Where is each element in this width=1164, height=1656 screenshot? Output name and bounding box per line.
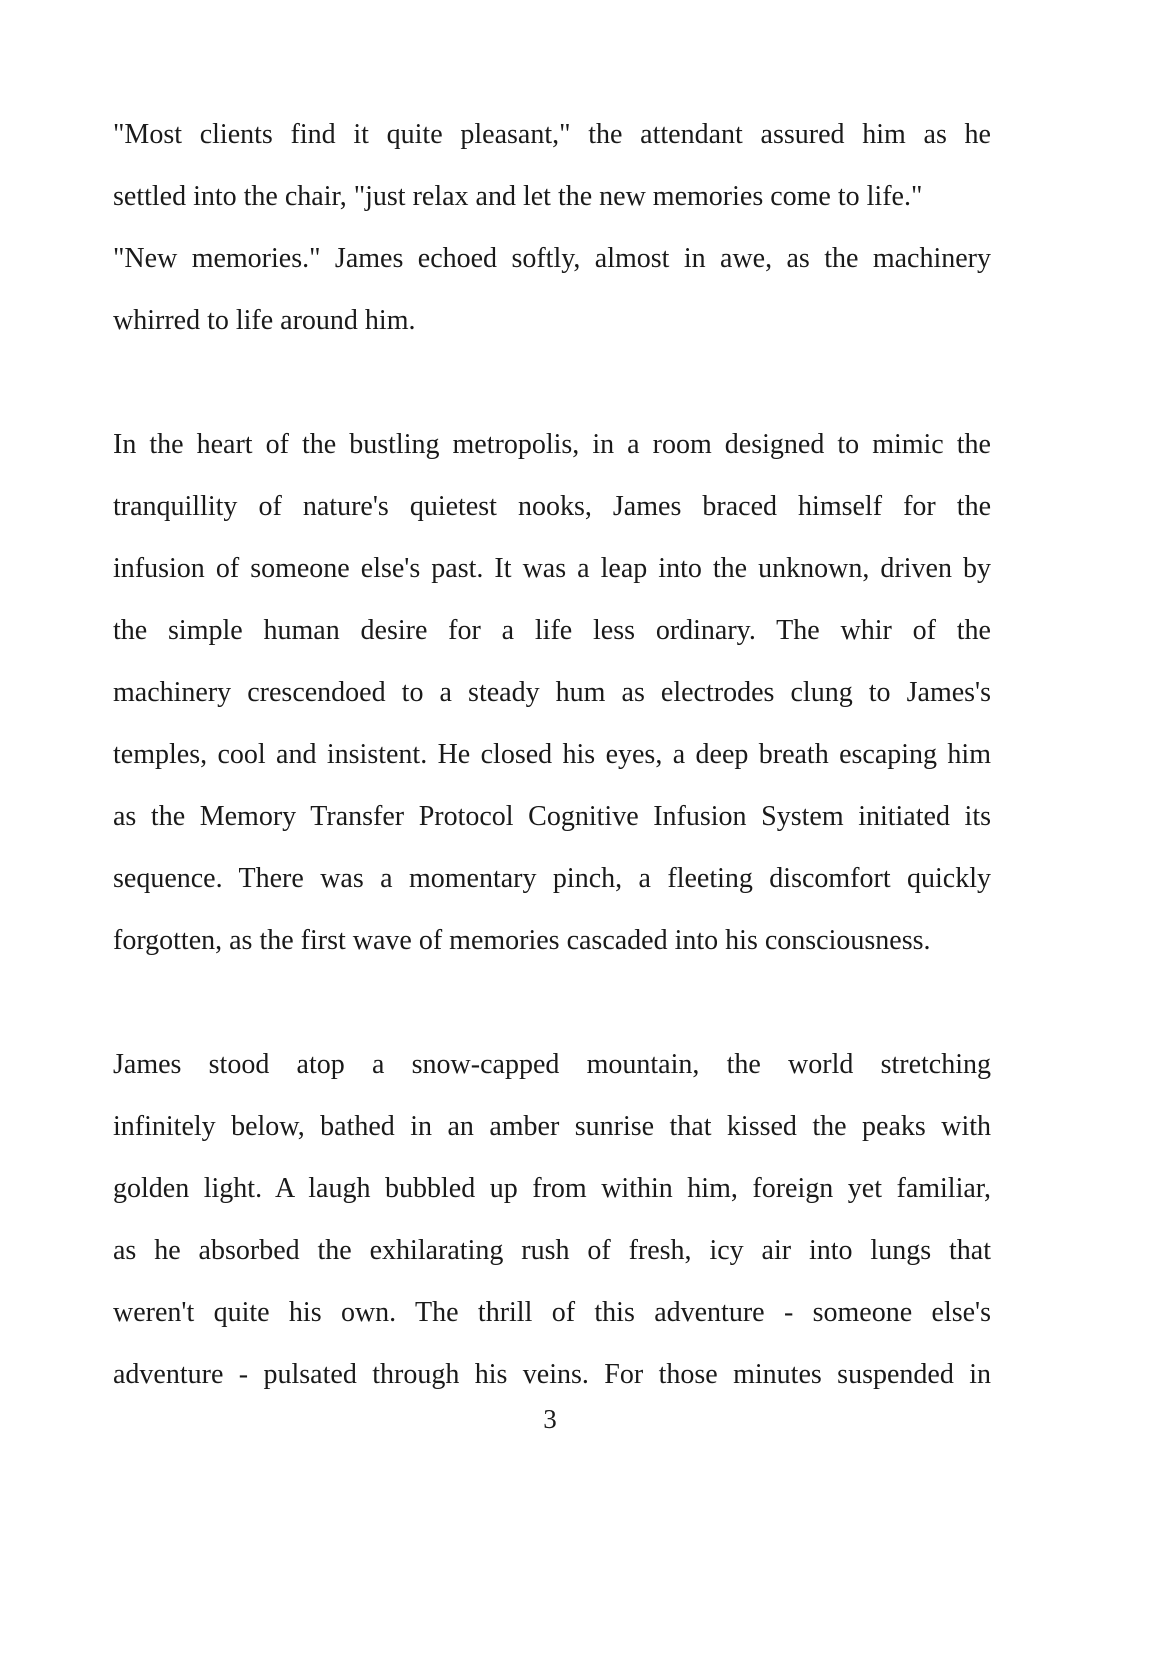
text-line: as the Memory Transfer Protocol Cognitive Infusion System initiated its bbox=[113, 801, 991, 832]
body-text bbox=[113, 104, 991, 1406]
paragraph bbox=[113, 104, 991, 228]
page-number: 3 bbox=[543, 1404, 557, 1434]
text-line: temples, cool and insistent. He closed his eyes, a deep breath escaping him bbox=[113, 739, 991, 770]
text-line: "Most clients find it quite pleasant," the attendant assured him as he bbox=[113, 119, 991, 150]
text-line: forgotten, as the first wave of memories cascaded into his consciousness. bbox=[113, 925, 931, 956]
text-line: sequence. There was a momentary pinch, a fleeting discomfort quickly bbox=[113, 863, 991, 894]
paragraph bbox=[113, 1034, 991, 1406]
text-line: machinery crescendoed to a steady hum as electrodes clung to James's bbox=[113, 677, 991, 708]
text-line: "New memories." James echoed softly, almost in awe, as the machinery bbox=[113, 243, 991, 274]
text-line: golden light. A laugh bubbled up from within him, foreign yet familiar, bbox=[113, 1173, 991, 1204]
paragraph bbox=[113, 228, 991, 352]
paragraph bbox=[113, 414, 991, 972]
text-line: whirred to life around him. bbox=[113, 305, 416, 336]
text-line: infusion of someone else's past. It was a leap into the unknown, driven by bbox=[113, 553, 991, 584]
text-line: In the heart of the bustling metropolis, in a room designed to mimic the bbox=[113, 429, 991, 460]
text-line: as he absorbed the exhilarating rush of fresh, icy air into lungs that bbox=[113, 1235, 991, 1266]
text-line: James stood atop a snow-capped mountain, the world stretching bbox=[113, 1049, 991, 1080]
text-line: weren't quite his own. The thrill of this adventure - someone else's bbox=[113, 1297, 991, 1328]
text-line: infinitely below, bathed in an amber sunrise that kissed the peaks with bbox=[113, 1111, 991, 1142]
text-line: settled into the chair, "just relax and let the new memories come to life." bbox=[113, 181, 923, 212]
text-line: tranquillity of nature's quietest nooks, James braced himself for the bbox=[113, 491, 991, 522]
text-line: the simple human desire for a life less ordinary. The whir of the bbox=[113, 615, 991, 646]
text-line: adventure - pulsated through his veins. For those minutes suspended in bbox=[113, 1359, 991, 1390]
